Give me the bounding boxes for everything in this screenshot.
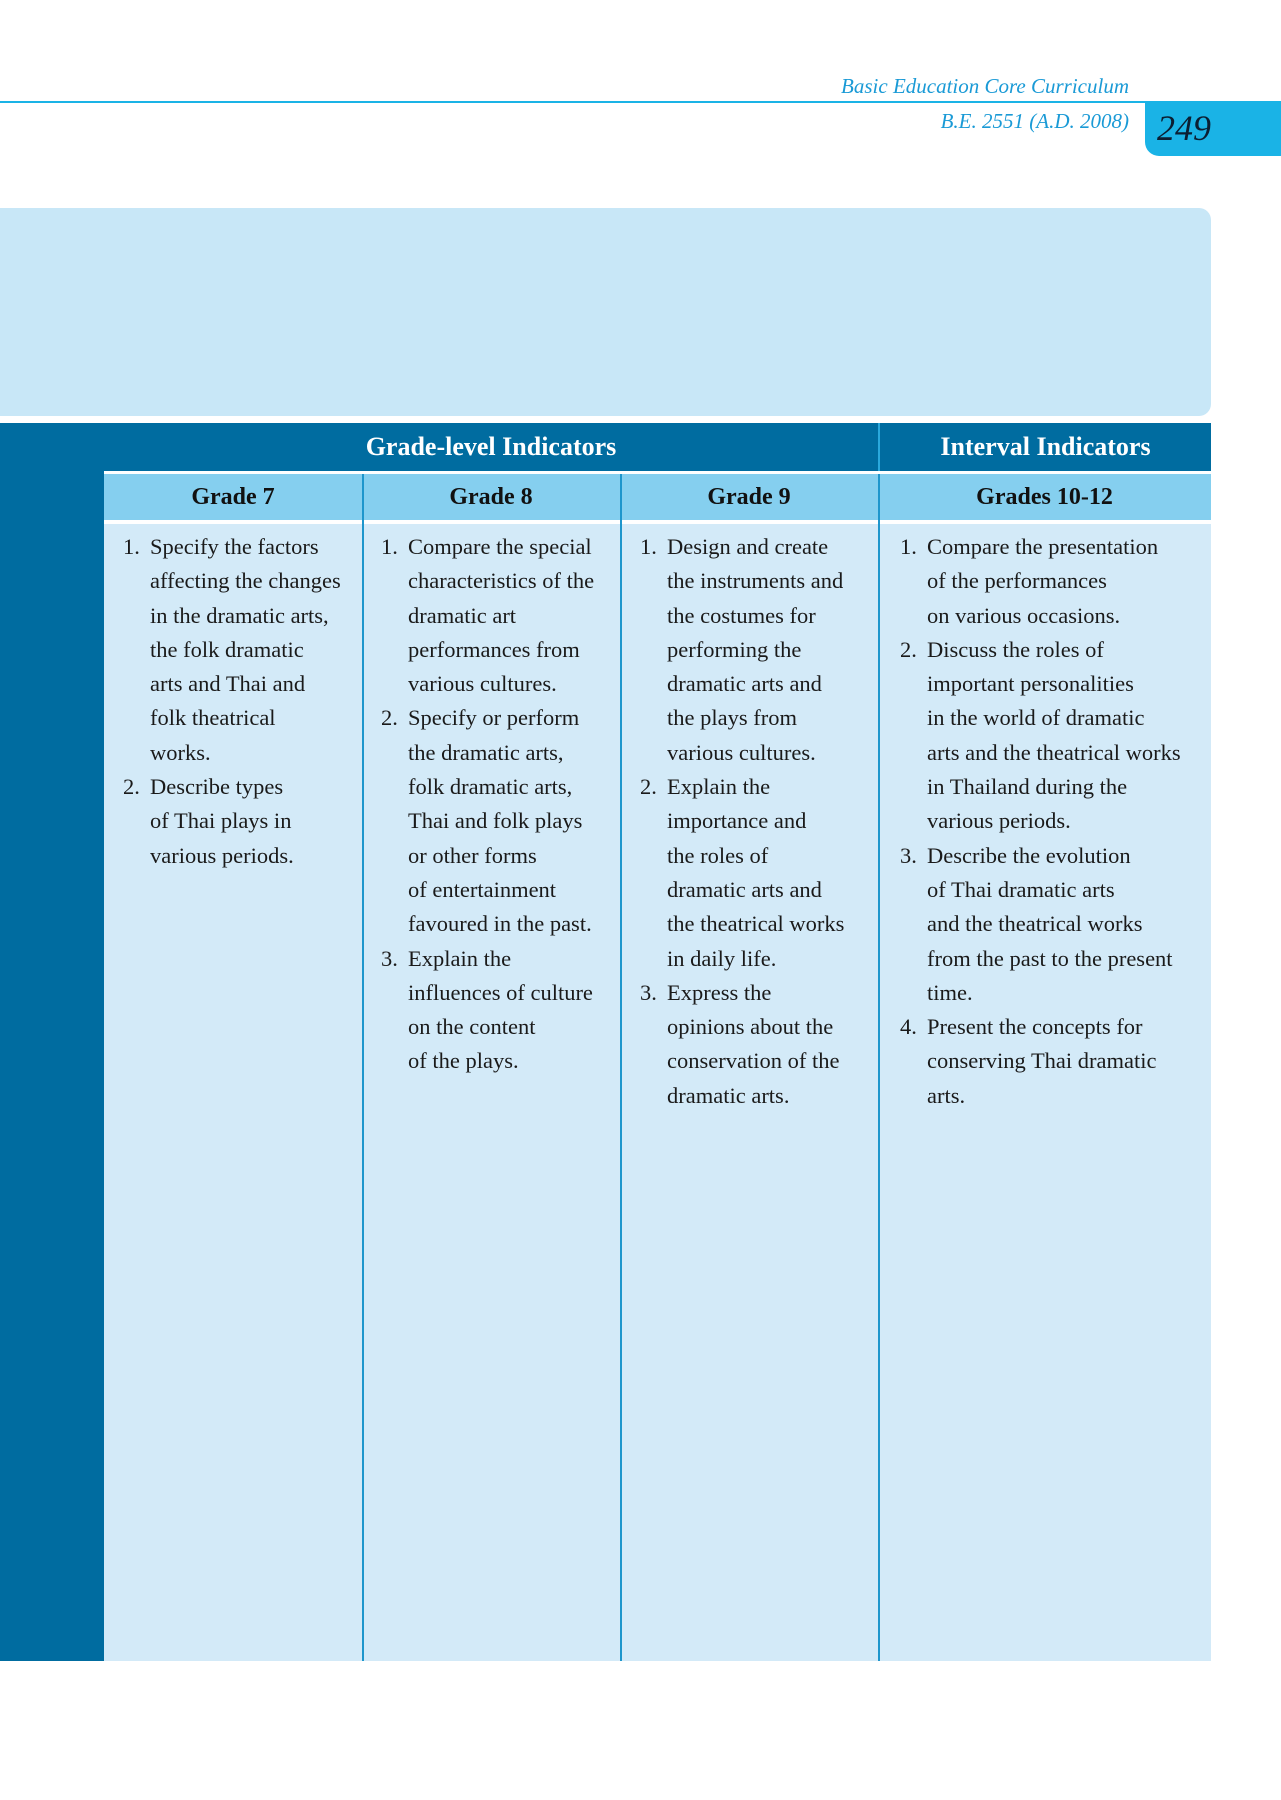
grade-9-header: Grade 9 — [707, 484, 791, 510]
indicator-item: 4. Present the concepts for conserving Thai dramatic arts. — [900, 1014, 1157, 1108]
curriculum-edition: B.E. 2551 (A.D. 2008) — [940, 109, 1129, 133]
indicator-item: 2. Explain the importance and the roles of dramatic arts and the theatrical works in daily life. — [640, 774, 845, 971]
grades-10-12-column — [900, 530, 1210, 1113]
indicator-item: 3. Describe the evolution of Thai dramatic arts and the theatrical works from the past to the present time. — [900, 842, 1173, 1005]
top-panel — [0, 208, 1211, 416]
indicator-header-row — [104, 423, 1211, 471]
indicator-item: 3. Explain the influences of culture on the content of the plays. — [381, 945, 593, 1074]
header-rule — [0, 101, 1281, 103]
indicator-item: 1. Compare the presentation of the performances on various occasions. — [900, 534, 1159, 628]
grade-8-column — [381, 530, 623, 1079]
indicator-item: 3. Express the opinions about the conservation of the dramatic arts. — [640, 979, 840, 1108]
interval-indicators-header: Interval Indicators — [940, 432, 1151, 461]
grade-8-header: Grade 8 — [449, 484, 533, 510]
indicator-item: 2. Describe types of Thai plays in various periods. — [123, 774, 294, 868]
grade-header-row — [104, 474, 1211, 520]
curriculum-title: Basic Education Core Curriculum — [841, 74, 1129, 98]
grade-9-column — [640, 530, 880, 1113]
page-number: 249 — [1157, 108, 1211, 148]
running-head — [0, 0, 1281, 160]
indicator-item: 1. Specify the factors affecting the changes in the dramatic arts, the folk dramatic arts and Thai and folk theatrical works. — [123, 534, 341, 765]
indicator-item: 2. Specify or perform the dramatic arts, folk dramatic arts, Thai and folk plays or other forms of entertainment favoured in the past. — [381, 705, 592, 937]
grade-7-column — [123, 530, 363, 873]
grades-10-12-header: Grades 10-12 — [976, 484, 1113, 510]
grade-7-header: Grade 7 — [191, 484, 275, 510]
page-number-tab — [1145, 103, 1281, 156]
indicator-item: 1. Design and create the instruments and the costumes for performing the dramatic arts and the plays from various cultures. — [640, 534, 844, 765]
left-band — [0, 423, 104, 1661]
grade-level-indicators-header: Grade-level Indicators — [365, 432, 617, 461]
indicator-item: 1. Compare the special characteristics of the dramatic art performances from various cultures. — [381, 534, 595, 697]
indicator-item: 2. Discuss the roles of important personalities in the world of dramatic arts and the theatrical works in Thailand during the various periods. — [900, 636, 1181, 834]
